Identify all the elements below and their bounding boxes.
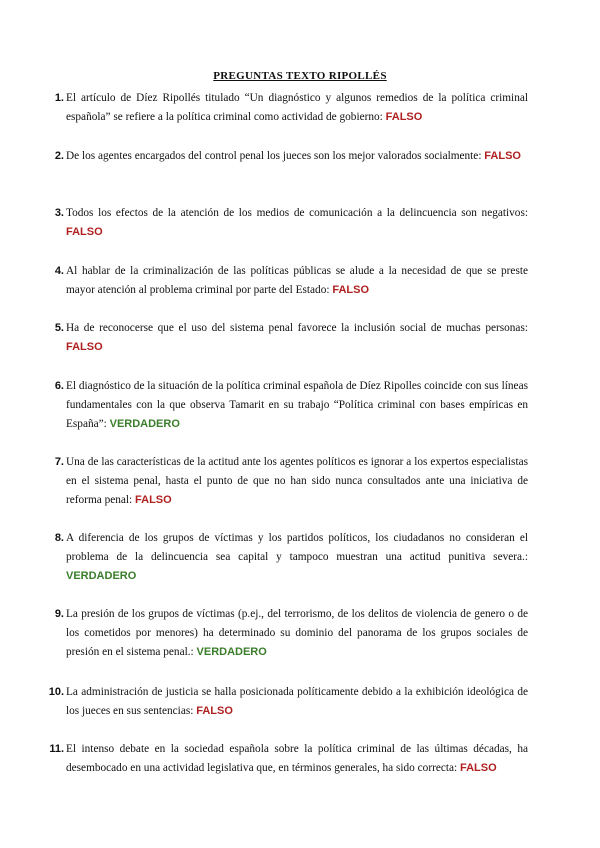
question-text: De los agentes encargados del control penal los jueces son los mejor valorados socialmente: (66, 150, 482, 162)
answer-label: FALSO (332, 284, 369, 296)
answer-label: FALSO (196, 705, 233, 717)
question-number: 5. (54, 322, 64, 334)
question-item (54, 453, 528, 510)
question-text: El intenso debate en la sociedad española sobre la política criminal de las últimas décadas, ha desembocado en una actividad legislativa que, en términos generales, ha sido correcta: (66, 743, 528, 774)
answer-label: FALSO (66, 226, 103, 238)
question-number: 4. (54, 265, 64, 277)
question-text: Una de las características de la actitud ante los agentes políticos es ignorar a los expertos especialistas en el sistema penal, hasta el punto de que no han sido nunca consultados ante una iniciativa de reforma penal: (66, 456, 528, 506)
question-item (48, 683, 528, 721)
question-text: La presión de los grupos de víctimas (p.ej., del terrorismo, de los delitos de violencia de genero o de los cometidos por menores) ha determinado su dominio del panorama de los grupos sociales de presión en el sistema penal.: (66, 608, 528, 658)
question-text: Ha de reconocerse que el uso del sistema penal favorece la inclusión social de muchas personas: (66, 322, 528, 334)
question-number: 1. (54, 92, 64, 104)
question-item (54, 319, 528, 357)
question-number: 8. (54, 532, 64, 544)
answer-label: FALSO (66, 341, 103, 353)
question-item (54, 605, 528, 662)
question-number: 6. (54, 380, 64, 392)
question-text: A diferencia de los grupos de víctimas y los partidos políticos, los ciudadanos no consideran el problema de la delincuencia sea capital y tampoco muestran una actitud punitiva severa.: (66, 532, 528, 563)
question-item (49, 740, 528, 778)
question-text: El artículo de Díez Ripollés titulado “Un diagnóstico y algunos remedios de la política criminal española” se refiere a la política criminal como actividad de gobierno: (66, 92, 528, 123)
question-number: 10. (48, 686, 64, 698)
question-number: 9. (54, 608, 64, 620)
question-item (54, 147, 528, 166)
answer-label: FALSO (484, 150, 521, 162)
question-number: 2. (54, 150, 64, 162)
answer-label: VERDADERO (109, 418, 180, 430)
question-item (54, 377, 528, 434)
question-number: 11. (49, 743, 64, 755)
question-text: El diagnóstico de la situación de la política criminal española de Díez Ripolles coincide con sus líneas fundamentales con la que observa Tamarit en su trabajo “Política criminal con bases empíricas en España”: (66, 380, 528, 430)
answer-label: VERDADERO (196, 646, 267, 658)
question-item (54, 204, 528, 242)
question-text: La administración de justicia se halla posicionada políticamente debido a la exhibición ideológica de los jueces en sus sentencias: (66, 686, 528, 717)
page-title: PREGUNTAS TEXTO RIPOLLÉS (213, 70, 387, 82)
answer-label: VERDADERO (66, 570, 137, 582)
answer-label: FALSO (385, 111, 423, 123)
question-item (54, 89, 528, 127)
question-item (54, 529, 528, 586)
question-text: Todos los efectos de la atención de los medios de comunicación a la delincuencia son negativos: (66, 207, 528, 219)
question-text: Al hablar de la criminalización de las políticas públicas se alude a la necesidad de que se preste mayor atención al problema criminal por parte del Estado: (66, 265, 528, 296)
question-number: 3. (54, 207, 64, 219)
question-number: 7. (54, 456, 64, 468)
answer-label: FALSO (460, 762, 497, 774)
answer-label: FALSO (135, 494, 172, 506)
question-item (54, 262, 528, 300)
